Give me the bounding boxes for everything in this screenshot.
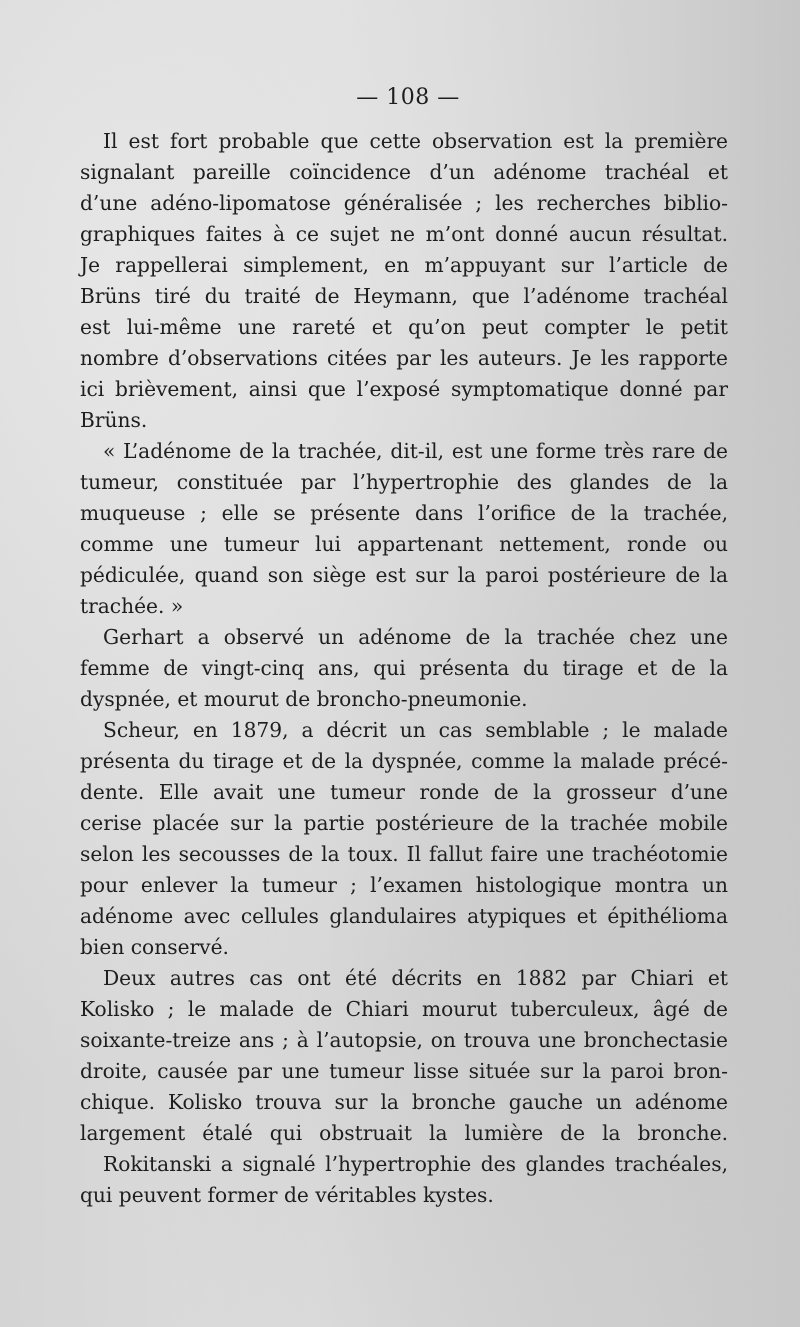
text-line: nombre d’observations citées par les auteurs. Je les rapporte <box>80 346 728 370</box>
text-line: est lui-même une rareté et qu’on peut compter le petit <box>80 315 728 339</box>
text-line: tumeur, constituée par l’hypertrophie des glandes de la <box>80 470 728 494</box>
text-line: bien conservé. <box>80 935 229 959</box>
text-line: droite, causée par une tumeur lisse située sur la paroi bron- <box>80 1059 728 1083</box>
text-line: Rokitanski a signalé l’hypertrophie des glandes trachéales, <box>103 1152 728 1176</box>
text-line: signalant pareille coïncidence d’un adénome trachéal et <box>80 160 728 184</box>
text-line: selon les secousses de la toux. Il fallut faire une trachéotomie <box>80 842 728 866</box>
text-line: « L’adénome de la trachée, dit-il, est une forme très rare de <box>103 439 728 463</box>
text-line: largement étalé qui obstruait la lumière de la bronche. <box>80 1121 728 1145</box>
text-line: adénome avec cellules glandulaires atypiques et épithélioma <box>80 904 728 928</box>
text-line: Gerhart a observé un adénome de la trachée chez une <box>103 625 728 649</box>
text-line: Brüns. <box>80 408 148 432</box>
text-line: Il est fort probable que cette observation est la première <box>103 129 728 153</box>
text-line: Kolisko ; le malade de Chiari mourut tuberculeux, âgé de <box>80 997 728 1021</box>
text-line: d’une adéno-lipomatose généralisée ; les recherches biblio- <box>80 191 728 215</box>
text-line: chique. Kolisko trouva sur la bronche gauche un adénome <box>80 1090 728 1114</box>
text-line: pour enlever la tumeur ; l’examen histologique montra un <box>80 873 728 897</box>
text-line: Je rappellerai simplement, en m’appuyant sur l’article de <box>80 253 728 277</box>
text-line: muqueuse ; elle se présente dans l’orifice de la trachée, <box>80 501 728 525</box>
text-line: Deux autres cas ont été décrits en 1882 par Chiari et <box>103 966 728 990</box>
text-line: cerise placée sur la partie postérieure de la trachée mobile <box>80 811 728 835</box>
text-line: présenta du tirage et de la dyspnée, comme la malade précé- <box>80 749 728 773</box>
body-text <box>80 126 728 1211</box>
text-line: pédiculée, quand son siège est sur la paroi postérieure de la <box>80 563 728 587</box>
text-line: comme une tumeur lui appartenant nettement, ronde ou <box>80 532 728 556</box>
text-line: Scheur, en 1879, a décrit un cas semblable ; le malade <box>103 718 728 742</box>
text-line: femme de vingt-cinq ans, qui présenta du tirage et de la <box>80 656 728 680</box>
text-line: Brüns tiré du traité de Heymann, que l’adénome trachéal <box>80 284 728 308</box>
text-line: ici brièvement, ainsi que l’exposé symptomatique donné par <box>80 377 728 401</box>
text-line: dyspnée, et mourut de broncho-pneumonie. <box>80 687 528 711</box>
text-line: graphiques faites à ce sujet ne m’ont donné aucun résultat. <box>80 222 728 246</box>
text-line: qui peuvent former de véritables kystes. <box>80 1183 494 1207</box>
text-line: dente. Elle avait une tumeur ronde de la grosseur d’une <box>80 780 728 804</box>
page-number: — 108 — <box>356 85 460 110</box>
text-line: soixante-treize ans ; à l’autopsie, on trouva une bronchectasie <box>80 1028 728 1052</box>
text-line: trachée. » <box>80 594 184 618</box>
